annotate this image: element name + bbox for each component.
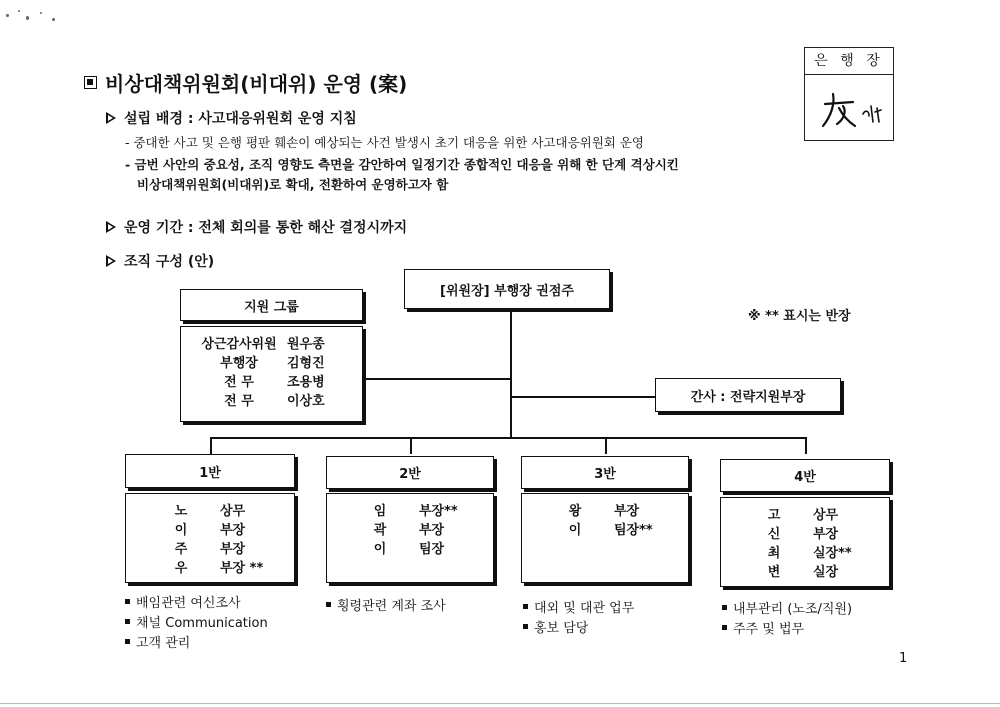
team-2-duties xyxy=(326,594,446,614)
section-background-heading-text: 설립 배경 : 사고대응위원회 운영 지침 xyxy=(124,111,357,127)
secretary-label: 간사 : 전략지원부장 xyxy=(690,389,806,405)
secretary-connector-line xyxy=(510,396,655,398)
team-4-header xyxy=(720,459,890,492)
legend-note: ※ ** 표시는 반장 xyxy=(748,309,851,324)
duty-item: 고객 관리 xyxy=(125,631,268,651)
triangle-bullet-icon xyxy=(106,255,116,267)
chair-box xyxy=(404,269,610,309)
page-title xyxy=(84,68,407,97)
team-4-duties xyxy=(722,597,852,637)
team-member: 주 부장 xyxy=(174,542,246,557)
team-member: 고 상무 xyxy=(767,508,839,523)
section-org-heading-text: 조직 구성 (안) xyxy=(124,254,215,270)
triangle-bullet-icon xyxy=(106,221,116,233)
background-line-1: - 중대한 사고 및 은행 평판 훼손이 예상되는 사건 발생시 초기 대응을 위한 사고대응위원회 운영 xyxy=(125,135,644,150)
team-member: 신 부장 xyxy=(767,527,839,542)
signature-mark xyxy=(813,82,889,134)
support-group-members xyxy=(180,326,363,422)
team-1-members xyxy=(125,493,295,583)
team-2-members xyxy=(326,493,494,583)
duty-item: 주주 및 법무 xyxy=(722,617,852,637)
team-member: 변 실장 xyxy=(767,565,839,580)
square-bullet-icon xyxy=(84,76,97,89)
team-2-drop-line xyxy=(410,437,412,454)
background-line-2: - 금번 사안의 중요성, 조직 영향도 측면을 감안하여 일정기간 종합적인 대응을 위해 한 단계 격상시킨 xyxy=(125,157,679,172)
team-3-header xyxy=(521,456,689,489)
scan-speck xyxy=(52,18,55,21)
chair-label: [위원장] 부행장 권점주 xyxy=(440,283,574,299)
triangle-bullet-icon xyxy=(106,112,116,124)
team-member: 이 부장 xyxy=(174,523,246,538)
support-member: 상근감사위원 원우종 xyxy=(201,337,325,352)
team-3-duties xyxy=(523,596,634,636)
team-3-members xyxy=(521,493,689,583)
team-1-label: 1반 xyxy=(199,465,221,481)
support-connector-line xyxy=(364,378,510,380)
section-period-heading-text: 운영 기간 : 전체 회의를 통한 해산 결정시까지 xyxy=(124,220,408,236)
duty-item: 홍보 담당 xyxy=(523,616,634,636)
scan-speck xyxy=(40,12,42,14)
team-member: 최 실장** xyxy=(767,546,852,561)
team-1-drop-line xyxy=(210,437,212,454)
support-group-label: 지원 그룹 xyxy=(244,299,299,315)
duty-item: 배임관련 여신조사 xyxy=(125,591,268,611)
team-member: 임 부장** xyxy=(373,504,458,519)
support-group-header xyxy=(180,289,363,321)
support-member: 전 무 이상호 xyxy=(224,394,325,409)
approval-box xyxy=(804,47,894,141)
duty-item: 채널 Communication xyxy=(125,611,268,631)
page-title-text: 비상대책위원회(비대위) 운영 (案) xyxy=(105,72,408,96)
team-4-label: 4반 xyxy=(794,470,816,485)
duty-item: 대외 및 대관 업무 xyxy=(523,596,634,616)
chart-trunk-line xyxy=(510,308,512,438)
duty-item: 횡령관련 계좌 조사 xyxy=(326,594,446,614)
section-org-heading xyxy=(106,251,214,271)
team-member: 우 부장 ** xyxy=(174,561,264,576)
page-number: 1 xyxy=(899,651,908,666)
section-background-heading xyxy=(106,108,357,128)
team-2-header xyxy=(326,456,494,489)
team-member: 노 상무 xyxy=(174,504,246,519)
scan-speck xyxy=(6,14,9,17)
teams-bus-line xyxy=(210,437,806,439)
team-member: 이 팀장 xyxy=(373,542,445,557)
background-line-3: 비상대책위원회(비대위)로 확대, 전환하여 운영하고자 함 xyxy=(137,177,449,192)
scan-speck xyxy=(26,16,29,20)
section-period-heading xyxy=(106,217,407,237)
team-member: 이 팀장** xyxy=(568,523,653,538)
team-3-drop-line xyxy=(605,437,607,454)
secretary-box xyxy=(655,378,841,412)
team-member: 왕 부장 xyxy=(568,504,640,519)
approval-label: 은 행 장 xyxy=(805,48,893,75)
team-4-members xyxy=(720,497,890,587)
team-2-label: 2반 xyxy=(399,467,421,482)
support-member: 부행장 김형진 xyxy=(220,356,325,371)
team-1-duties xyxy=(125,591,268,651)
team-4-drop-line xyxy=(805,437,807,454)
duty-item: 내부관리 (노조/직원) xyxy=(722,597,852,617)
team-member: 곽 부장 xyxy=(373,523,445,538)
team-3-label: 3반 xyxy=(594,467,616,482)
scan-speck xyxy=(18,10,20,12)
support-member: 전 무 조용병 xyxy=(224,375,325,390)
bottom-edge-line xyxy=(0,703,1000,704)
team-1-header xyxy=(125,454,295,488)
